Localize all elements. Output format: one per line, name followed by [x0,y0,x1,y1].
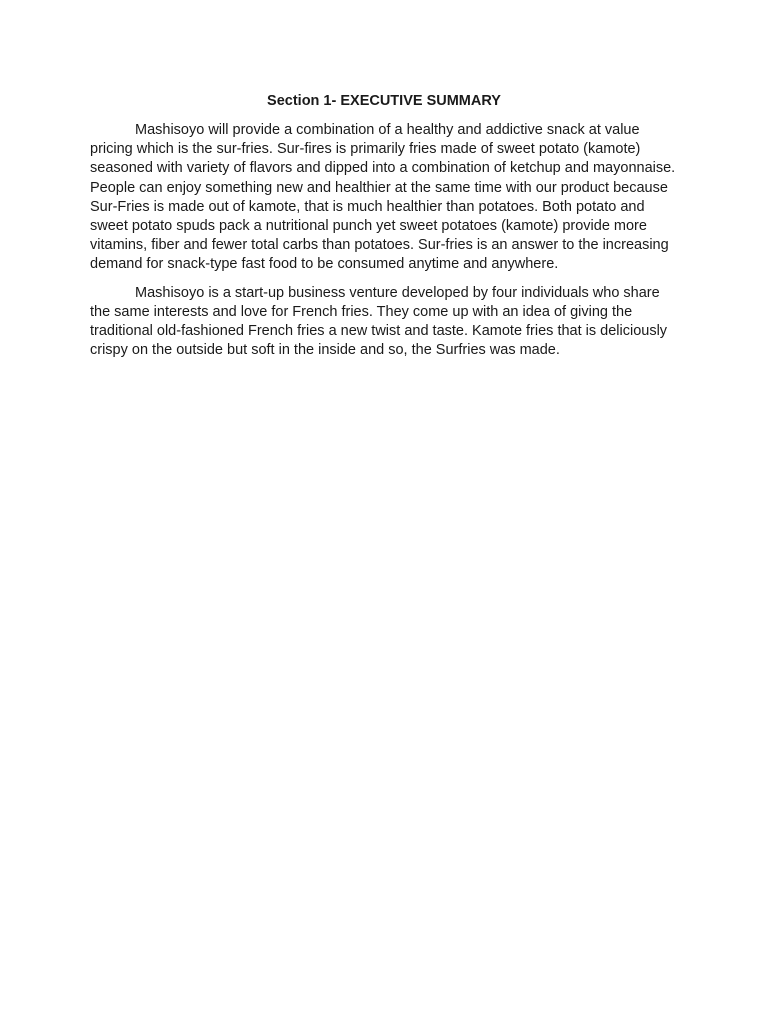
paragraph-company-background: Mashisoyo is a start-up business venture developed by four individuals who share the same interests and love for French fries. They come up with an idea of giving the traditional old-fashioned French fries a new twist and taste. Kamote fries that is deliciously crispy on the outside but soft in the inside and so, the Surfries was made. [90,284,668,359]
section-heading: Section 1- EXECUTIVE SUMMARY [267,93,501,109]
document-body [90,92,678,369]
paragraph-executive-summary: Mashisoyo will provide a combination of a healthy and addictive snack at value pricing which is the sur-fries. Sur-fires is primarily fries made of sweet potato (kamote) seasoned with variety of flavors and dipped into a combination of ketchup and mayonnaise. People can enjoy something new and healthier at the same time with our product because Sur-Fries is made out of kamote, that is much healthier than potatoes. Both potato and sweet potato spuds pack a nutritional punch yet sweet potatoes (kamote) provide more vitamins, fiber and fewer total carbs than potatoes. Sur-fries is an answer to the increasing demand for snack-type fast food to be consumed anytime and anywhere. [90,122,676,273]
